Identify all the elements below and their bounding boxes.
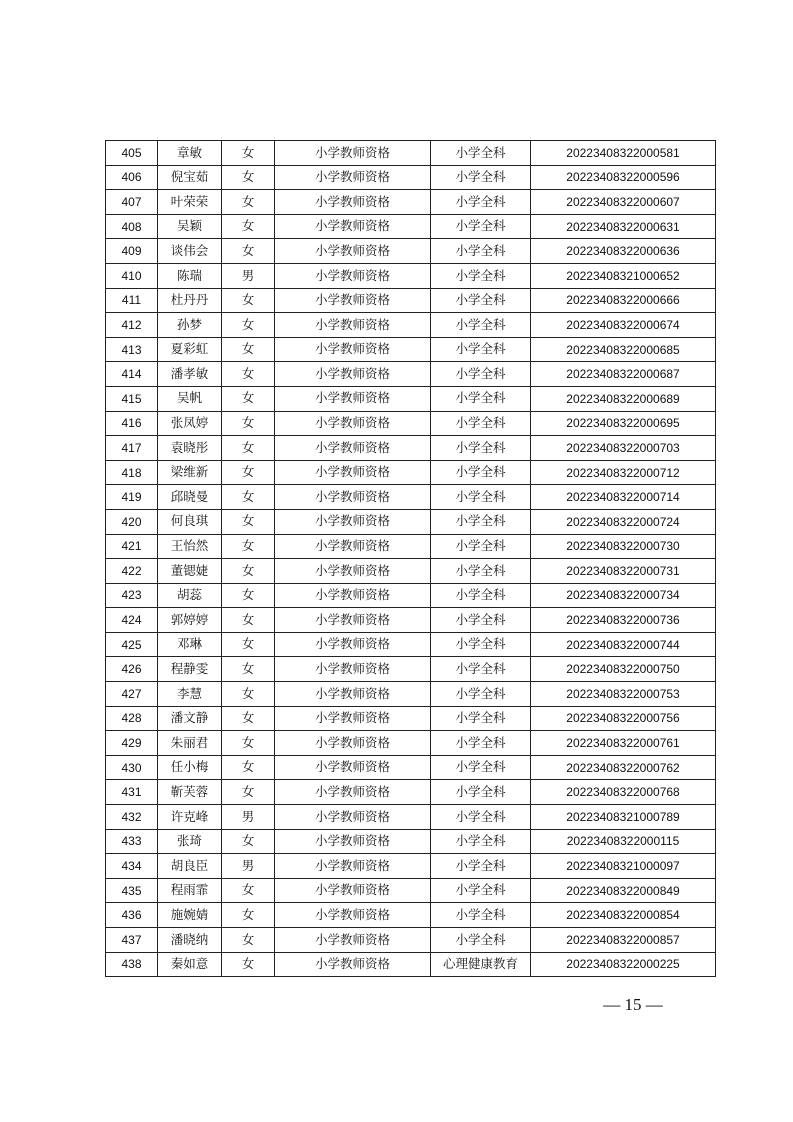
subject-cell: 小学全科 bbox=[431, 362, 531, 387]
row-number-cell: 420 bbox=[106, 509, 158, 534]
row-number-cell: 406 bbox=[106, 165, 158, 190]
row-number-cell: 412 bbox=[106, 313, 158, 338]
gender-cell: 女 bbox=[222, 509, 275, 534]
certificate-number-cell: 20223408322000762 bbox=[531, 755, 716, 780]
qualification-type-cell: 小学教师资格 bbox=[275, 805, 431, 830]
gender-cell: 女 bbox=[222, 190, 275, 215]
applicant-name-cell: 孙梦 bbox=[158, 313, 222, 338]
subject-cell: 小学全科 bbox=[431, 657, 531, 682]
row-number-cell: 417 bbox=[106, 436, 158, 461]
table-row bbox=[106, 583, 716, 608]
qualification-type-cell: 小学教师资格 bbox=[275, 829, 431, 854]
subject-cell: 小学全科 bbox=[431, 141, 531, 166]
certificate-number-cell: 20223408322000857 bbox=[531, 928, 716, 953]
subject-cell: 小学全科 bbox=[431, 509, 531, 534]
gender-cell: 女 bbox=[222, 214, 275, 239]
row-number-cell: 438 bbox=[106, 952, 158, 977]
table-row bbox=[106, 878, 716, 903]
gender-cell: 女 bbox=[222, 755, 275, 780]
applicant-name-cell: 董锶婕 bbox=[158, 559, 222, 584]
table-row bbox=[106, 313, 716, 338]
qualification-type-cell: 小学教师资格 bbox=[275, 165, 431, 190]
qualification-type-cell: 小学教师资格 bbox=[275, 534, 431, 559]
applicant-name-cell: 朱丽君 bbox=[158, 731, 222, 756]
qualification-type-cell: 小学教师资格 bbox=[275, 288, 431, 313]
gender-cell: 女 bbox=[222, 411, 275, 436]
qualification-type-cell: 小学教师资格 bbox=[275, 190, 431, 215]
qualification-type-cell: 小学教师资格 bbox=[275, 903, 431, 928]
certificate-number-cell: 20223408322000636 bbox=[531, 239, 716, 264]
certificate-number-cell: 20223408322000115 bbox=[531, 829, 716, 854]
qualification-type-cell: 小学教师资格 bbox=[275, 313, 431, 338]
table-row bbox=[106, 608, 716, 633]
table-row bbox=[106, 805, 716, 830]
gender-cell: 女 bbox=[222, 165, 275, 190]
applicant-name-cell: 梁维新 bbox=[158, 460, 222, 485]
gender-cell: 女 bbox=[222, 337, 275, 362]
table-row bbox=[106, 386, 716, 411]
subject-cell: 小学全科 bbox=[431, 706, 531, 731]
qualification-type-cell: 小学教师资格 bbox=[275, 657, 431, 682]
row-number-cell: 436 bbox=[106, 903, 158, 928]
row-number-cell: 418 bbox=[106, 460, 158, 485]
applicant-name-cell: 施婉婧 bbox=[158, 903, 222, 928]
applicant-name-cell: 程雨霏 bbox=[158, 878, 222, 903]
qualification-type-cell: 小学教师资格 bbox=[275, 878, 431, 903]
gender-cell: 女 bbox=[222, 829, 275, 854]
table-row bbox=[106, 288, 716, 313]
qualification-type-cell: 小学教师资格 bbox=[275, 952, 431, 977]
applicant-name-cell: 邓琳 bbox=[158, 632, 222, 657]
subject-cell: 小学全科 bbox=[431, 313, 531, 338]
applicant-name-cell: 王怡然 bbox=[158, 534, 222, 559]
gender-cell: 女 bbox=[222, 313, 275, 338]
certificate-number-cell: 20223408322000753 bbox=[531, 682, 716, 707]
subject-cell: 小学全科 bbox=[431, 214, 531, 239]
subject-cell: 小学全科 bbox=[431, 436, 531, 461]
table-row bbox=[106, 854, 716, 879]
table-row bbox=[106, 460, 716, 485]
applicant-name-cell: 吴颖 bbox=[158, 214, 222, 239]
subject-cell: 小学全科 bbox=[431, 755, 531, 780]
subject-cell: 小学全科 bbox=[431, 559, 531, 584]
row-number-cell: 416 bbox=[106, 411, 158, 436]
subject-cell: 小学全科 bbox=[431, 534, 531, 559]
table-row bbox=[106, 239, 716, 264]
subject-cell: 小学全科 bbox=[431, 190, 531, 215]
applicant-name-cell: 潘文静 bbox=[158, 706, 222, 731]
gender-cell: 女 bbox=[222, 706, 275, 731]
certificate-number-cell: 20223408321000097 bbox=[531, 854, 716, 879]
subject-cell: 小学全科 bbox=[431, 386, 531, 411]
certificate-number-cell: 20223408322000731 bbox=[531, 559, 716, 584]
row-number-cell: 427 bbox=[106, 682, 158, 707]
table-row bbox=[106, 190, 716, 215]
qualification-type-cell: 小学教师资格 bbox=[275, 436, 431, 461]
row-number-cell: 410 bbox=[106, 263, 158, 288]
gender-cell: 女 bbox=[222, 362, 275, 387]
certificate-number-cell: 20223408322000596 bbox=[531, 165, 716, 190]
qualification-type-cell: 小学教师资格 bbox=[275, 755, 431, 780]
subject-cell: 小学全科 bbox=[431, 632, 531, 657]
row-number-cell: 421 bbox=[106, 534, 158, 559]
subject-cell: 小学全科 bbox=[431, 263, 531, 288]
row-number-cell: 408 bbox=[106, 214, 158, 239]
page-number: — 15 — bbox=[603, 995, 663, 1014]
applicant-name-cell: 陈瑞 bbox=[158, 263, 222, 288]
row-number-cell: 425 bbox=[106, 632, 158, 657]
certificate-number-cell: 20223408322000756 bbox=[531, 706, 716, 731]
gender-cell: 女 bbox=[222, 903, 275, 928]
gender-cell: 女 bbox=[222, 239, 275, 264]
applicant-name-cell: 秦如意 bbox=[158, 952, 222, 977]
table-row bbox=[106, 780, 716, 805]
subject-cell: 小学全科 bbox=[431, 411, 531, 436]
subject-cell: 小学全科 bbox=[431, 165, 531, 190]
row-number-cell: 430 bbox=[106, 755, 158, 780]
subject-cell: 小学全科 bbox=[431, 854, 531, 879]
certificate-number-cell: 20223408322000703 bbox=[531, 436, 716, 461]
row-number-cell: 423 bbox=[106, 583, 158, 608]
qualification-type-cell: 小学教师资格 bbox=[275, 706, 431, 731]
gender-cell: 男 bbox=[222, 805, 275, 830]
row-number-cell: 409 bbox=[106, 239, 158, 264]
qualification-type-cell: 小学教师资格 bbox=[275, 362, 431, 387]
certificate-number-cell: 20223408322000849 bbox=[531, 878, 716, 903]
gender-cell: 女 bbox=[222, 485, 275, 510]
applicant-name-cell: 邱晓曼 bbox=[158, 485, 222, 510]
applicant-name-cell: 袁晓彤 bbox=[158, 436, 222, 461]
applicant-name-cell: 吴帆 bbox=[158, 386, 222, 411]
row-number-cell: 432 bbox=[106, 805, 158, 830]
row-number-cell: 429 bbox=[106, 731, 158, 756]
table-row bbox=[106, 731, 716, 756]
certificate-number-cell: 20223408322000687 bbox=[531, 362, 716, 387]
applicant-name-cell: 夏彩虹 bbox=[158, 337, 222, 362]
subject-cell: 小学全科 bbox=[431, 460, 531, 485]
qualification-type-cell: 小学教师资格 bbox=[275, 559, 431, 584]
gender-cell: 女 bbox=[222, 288, 275, 313]
table-row bbox=[106, 682, 716, 707]
certificate-number-cell: 20223408322000734 bbox=[531, 583, 716, 608]
row-number-cell: 419 bbox=[106, 485, 158, 510]
subject-cell: 小学全科 bbox=[431, 731, 531, 756]
subject-cell: 小学全科 bbox=[431, 903, 531, 928]
qualification-type-cell: 小学教师资格 bbox=[275, 141, 431, 166]
gender-cell: 女 bbox=[222, 878, 275, 903]
applicant-name-cell: 任小梅 bbox=[158, 755, 222, 780]
certificate-number-cell: 20223408322000714 bbox=[531, 485, 716, 510]
applicant-name-cell: 张凤婷 bbox=[158, 411, 222, 436]
table-row bbox=[106, 632, 716, 657]
certificate-number-cell: 20223408322000750 bbox=[531, 657, 716, 682]
qualification-type-cell: 小学教师资格 bbox=[275, 780, 431, 805]
row-number-cell: 435 bbox=[106, 878, 158, 903]
subject-cell: 小学全科 bbox=[431, 878, 531, 903]
certificate-number-cell: 20223408322000607 bbox=[531, 190, 716, 215]
table-row bbox=[106, 657, 716, 682]
gender-cell: 女 bbox=[222, 682, 275, 707]
certificate-number-cell: 20223408322000761 bbox=[531, 731, 716, 756]
table-row bbox=[106, 362, 716, 387]
applicant-name-cell: 郭婷婷 bbox=[158, 608, 222, 633]
qualification-type-cell: 小学教师资格 bbox=[275, 632, 431, 657]
qualification-type-cell: 小学教师资格 bbox=[275, 411, 431, 436]
table-row bbox=[106, 214, 716, 239]
row-number-cell: 415 bbox=[106, 386, 158, 411]
row-number-cell: 426 bbox=[106, 657, 158, 682]
gender-cell: 男 bbox=[222, 263, 275, 288]
qualification-type-cell: 小学教师资格 bbox=[275, 928, 431, 953]
table-row bbox=[106, 559, 716, 584]
table-row bbox=[106, 952, 716, 977]
row-number-cell: 433 bbox=[106, 829, 158, 854]
gender-cell: 女 bbox=[222, 608, 275, 633]
certificate-number-cell: 20223408322000631 bbox=[531, 214, 716, 239]
certificate-number-cell: 20223408322000724 bbox=[531, 509, 716, 534]
applicant-name-cell: 何良琪 bbox=[158, 509, 222, 534]
gender-cell: 女 bbox=[222, 559, 275, 584]
subject-cell: 小学全科 bbox=[431, 928, 531, 953]
row-number-cell: 428 bbox=[106, 706, 158, 731]
subject-cell: 小学全科 bbox=[431, 829, 531, 854]
qualification-type-cell: 小学教师资格 bbox=[275, 386, 431, 411]
gender-cell: 女 bbox=[222, 141, 275, 166]
subject-cell: 小学全科 bbox=[431, 239, 531, 264]
gender-cell: 女 bbox=[222, 583, 275, 608]
table-row bbox=[106, 903, 716, 928]
subject-cell: 小学全科 bbox=[431, 485, 531, 510]
table-row bbox=[106, 411, 716, 436]
row-number-cell: 405 bbox=[106, 141, 158, 166]
gender-cell: 女 bbox=[222, 534, 275, 559]
table-row bbox=[106, 509, 716, 534]
applicant-name-cell: 张琦 bbox=[158, 829, 222, 854]
gender-cell: 女 bbox=[222, 928, 275, 953]
qualification-type-cell: 小学教师资格 bbox=[275, 460, 431, 485]
table-row bbox=[106, 485, 716, 510]
table-row bbox=[106, 141, 716, 166]
row-number-cell: 431 bbox=[106, 780, 158, 805]
applicant-name-cell: 靳芙蓉 bbox=[158, 780, 222, 805]
row-number-cell: 422 bbox=[106, 559, 158, 584]
table-row bbox=[106, 706, 716, 731]
applicant-name-cell: 倪宝茹 bbox=[158, 165, 222, 190]
table-row bbox=[106, 534, 716, 559]
certificate-number-cell: 20223408322000712 bbox=[531, 460, 716, 485]
certificate-number-cell: 20223408322000225 bbox=[531, 952, 716, 977]
row-number-cell: 424 bbox=[106, 608, 158, 633]
certificate-number-cell: 20223408322000685 bbox=[531, 337, 716, 362]
applicant-name-cell: 许克峰 bbox=[158, 805, 222, 830]
table-row bbox=[106, 165, 716, 190]
certificate-number-cell: 20223408322000744 bbox=[531, 632, 716, 657]
qualification-type-cell: 小学教师资格 bbox=[275, 509, 431, 534]
applicant-name-cell: 谈伟会 bbox=[158, 239, 222, 264]
gender-cell: 女 bbox=[222, 460, 275, 485]
qualification-type-cell: 小学教师资格 bbox=[275, 337, 431, 362]
gender-cell: 女 bbox=[222, 780, 275, 805]
applicant-name-cell: 杜丹丹 bbox=[158, 288, 222, 313]
subject-cell: 小学全科 bbox=[431, 780, 531, 805]
table-row bbox=[106, 829, 716, 854]
subject-cell: 小学全科 bbox=[431, 608, 531, 633]
row-number-cell: 411 bbox=[106, 288, 158, 313]
gender-cell: 女 bbox=[222, 386, 275, 411]
applicant-name-cell: 胡良臣 bbox=[158, 854, 222, 879]
subject-cell: 小学全科 bbox=[431, 583, 531, 608]
qualification-type-cell: 小学教师资格 bbox=[275, 263, 431, 288]
certificate-number-cell: 20223408322000666 bbox=[531, 288, 716, 313]
qualification-type-cell: 小学教师资格 bbox=[275, 731, 431, 756]
qualification-type-cell: 小学教师资格 bbox=[275, 682, 431, 707]
gender-cell: 女 bbox=[222, 436, 275, 461]
gender-cell: 女 bbox=[222, 657, 275, 682]
subject-cell: 小学全科 bbox=[431, 805, 531, 830]
table-row bbox=[106, 755, 716, 780]
subject-cell: 小学全科 bbox=[431, 337, 531, 362]
qualification-type-cell: 小学教师资格 bbox=[275, 214, 431, 239]
qualification-type-cell: 小学教师资格 bbox=[275, 583, 431, 608]
row-number-cell: 407 bbox=[106, 190, 158, 215]
certificate-number-cell: 20223408322000736 bbox=[531, 608, 716, 633]
qualification-type-cell: 小学教师资格 bbox=[275, 608, 431, 633]
row-number-cell: 437 bbox=[106, 928, 158, 953]
gender-cell: 女 bbox=[222, 731, 275, 756]
subject-cell: 小学全科 bbox=[431, 682, 531, 707]
certificate-number-cell: 20223408322000730 bbox=[531, 534, 716, 559]
row-number-cell: 434 bbox=[106, 854, 158, 879]
row-number-cell: 414 bbox=[106, 362, 158, 387]
qualification-type-cell: 小学教师资格 bbox=[275, 854, 431, 879]
table-row bbox=[106, 263, 716, 288]
applicant-name-cell: 程静雯 bbox=[158, 657, 222, 682]
certificate-number-cell: 20223408322000674 bbox=[531, 313, 716, 338]
certificate-number-cell: 20223408321000652 bbox=[531, 263, 716, 288]
applicant-name-cell: 潘晓纳 bbox=[158, 928, 222, 953]
certificate-number-cell: 20223408322000768 bbox=[531, 780, 716, 805]
applicant-name-cell: 叶荣荣 bbox=[158, 190, 222, 215]
certificate-number-cell: 20223408322000689 bbox=[531, 386, 716, 411]
certificate-number-cell: 20223408322000581 bbox=[531, 141, 716, 166]
roster-body bbox=[106, 141, 716, 977]
applicant-name-cell: 胡蕊 bbox=[158, 583, 222, 608]
certificate-number-cell: 20223408322000854 bbox=[531, 903, 716, 928]
subject-cell: 心理健康教育 bbox=[431, 952, 531, 977]
applicant-name-cell: 李慧 bbox=[158, 682, 222, 707]
table-row bbox=[106, 928, 716, 953]
subject-cell: 小学全科 bbox=[431, 288, 531, 313]
table-row bbox=[106, 436, 716, 461]
table-row bbox=[106, 337, 716, 362]
gender-cell: 女 bbox=[222, 952, 275, 977]
applicant-name-cell: 潘孝敏 bbox=[158, 362, 222, 387]
gender-cell: 女 bbox=[222, 632, 275, 657]
certificate-number-cell: 20223408322000695 bbox=[531, 411, 716, 436]
roster-table bbox=[105, 140, 716, 977]
qualification-type-cell: 小学教师资格 bbox=[275, 485, 431, 510]
gender-cell: 男 bbox=[222, 854, 275, 879]
qualification-type-cell: 小学教师资格 bbox=[275, 239, 431, 264]
certificate-number-cell: 20223408321000789 bbox=[531, 805, 716, 830]
applicant-name-cell: 章敏 bbox=[158, 141, 222, 166]
row-number-cell: 413 bbox=[106, 337, 158, 362]
